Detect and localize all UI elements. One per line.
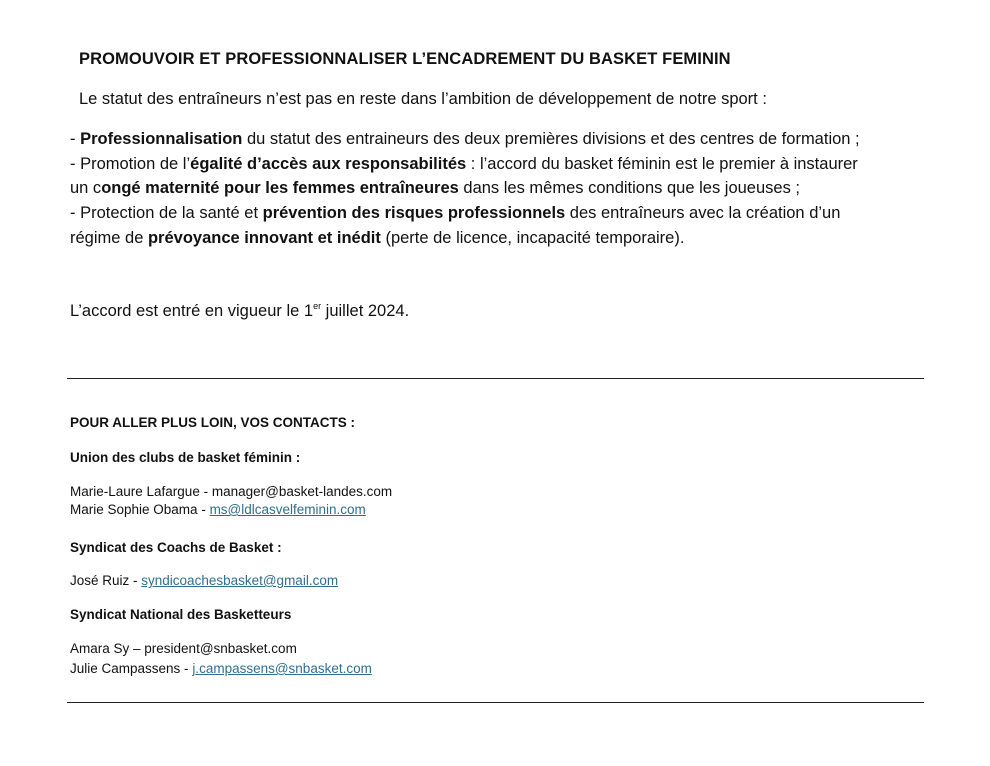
- bullet-line: [70, 201, 930, 226]
- text: - Protection de la santé et: [70, 204, 263, 223]
- effective-date-text: juillet 2024.: [321, 302, 410, 320]
- contact-email-link[interactable]: ms@ldlcasvelfeminin.com: [209, 502, 366, 517]
- bold-text: prévention des risques professionnels: [262, 204, 566, 223]
- effective-date: [70, 302, 409, 321]
- bullet-list: [70, 127, 930, 251]
- contact-email: manager@basket-landes.com: [211, 484, 393, 499]
- contact-email-link[interactable]: j.campassens@snbasket.com: [192, 661, 372, 676]
- text: un c: [70, 179, 102, 198]
- bullet-line: [70, 176, 930, 201]
- intro-paragraph: Le statut des entraîneurs n’est pas en reste dans l’ambition de développement de notre sport :: [79, 90, 767, 108]
- text: dans les mêmes conditions que les joueuses ;: [458, 179, 801, 198]
- text: - Promotion de l’: [70, 154, 191, 173]
- bullet-line: [70, 152, 930, 177]
- bold-text: égalité d’accès aux responsabilités: [190, 154, 467, 173]
- text: du statut des entraineurs des deux premières divisions et des centres de formation ;: [242, 130, 860, 148]
- divider-top: [67, 378, 924, 379]
- text: des entraîneurs avec la création d’un: [565, 204, 841, 223]
- bold-text: Professionnalisation: [80, 130, 243, 148]
- text: (perte de licence, incapacité temporaire).: [380, 228, 685, 247]
- contact-row: Julie Campassens - j.campassens@snbasket.com: [70, 661, 372, 676]
- contact-row: José Ruiz - syndicoachesbasket@gmail.com: [70, 573, 339, 588]
- org-union-clubs: Union des clubs de basket féminin :: [70, 450, 301, 465]
- divider-bottom: [67, 702, 924, 703]
- bold-text: prévoyance innovant et inédit: [147, 228, 381, 247]
- bullet-line: [70, 127, 930, 152]
- section-title: PROMOUVOIR ET PROFESSIONNALISER L’ENCADREMENT DU BASKET FEMININ: [79, 50, 731, 68]
- contact-row: Amara Sy – president@snbasket.com: [70, 641, 297, 656]
- contact-row: Marie Sophie Obama - ms@ldlcasvelfeminin.com: [70, 502, 366, 517]
- bullet-line: [70, 226, 930, 251]
- text: -: [70, 130, 81, 148]
- contact-email: president@snbasket.com: [144, 641, 297, 656]
- contacts-heading: POUR ALLER PLUS LOIN, VOS CONTACTS :: [70, 415, 356, 430]
- org-coachs: Syndicat des Coachs de Basket :: [70, 540, 282, 555]
- text: régime de: [70, 228, 148, 247]
- bold-text: ongé maternité pour les femmes entraîneures: [101, 179, 459, 198]
- ordinal-superscript: er: [313, 301, 322, 311]
- effective-text: L’accord est entré en vigueur le 1: [70, 302, 314, 320]
- contact-email-link[interactable]: syndicoachesbasket@gmail.com: [141, 573, 339, 588]
- contact-row: Marie-Laure Lafargue - manager@basket-landes.com: [70, 484, 393, 499]
- org-snb: Syndicat National des Basketteurs: [70, 607, 292, 622]
- text: : l’accord du basket féminin est le premier à instaurer: [466, 154, 858, 173]
